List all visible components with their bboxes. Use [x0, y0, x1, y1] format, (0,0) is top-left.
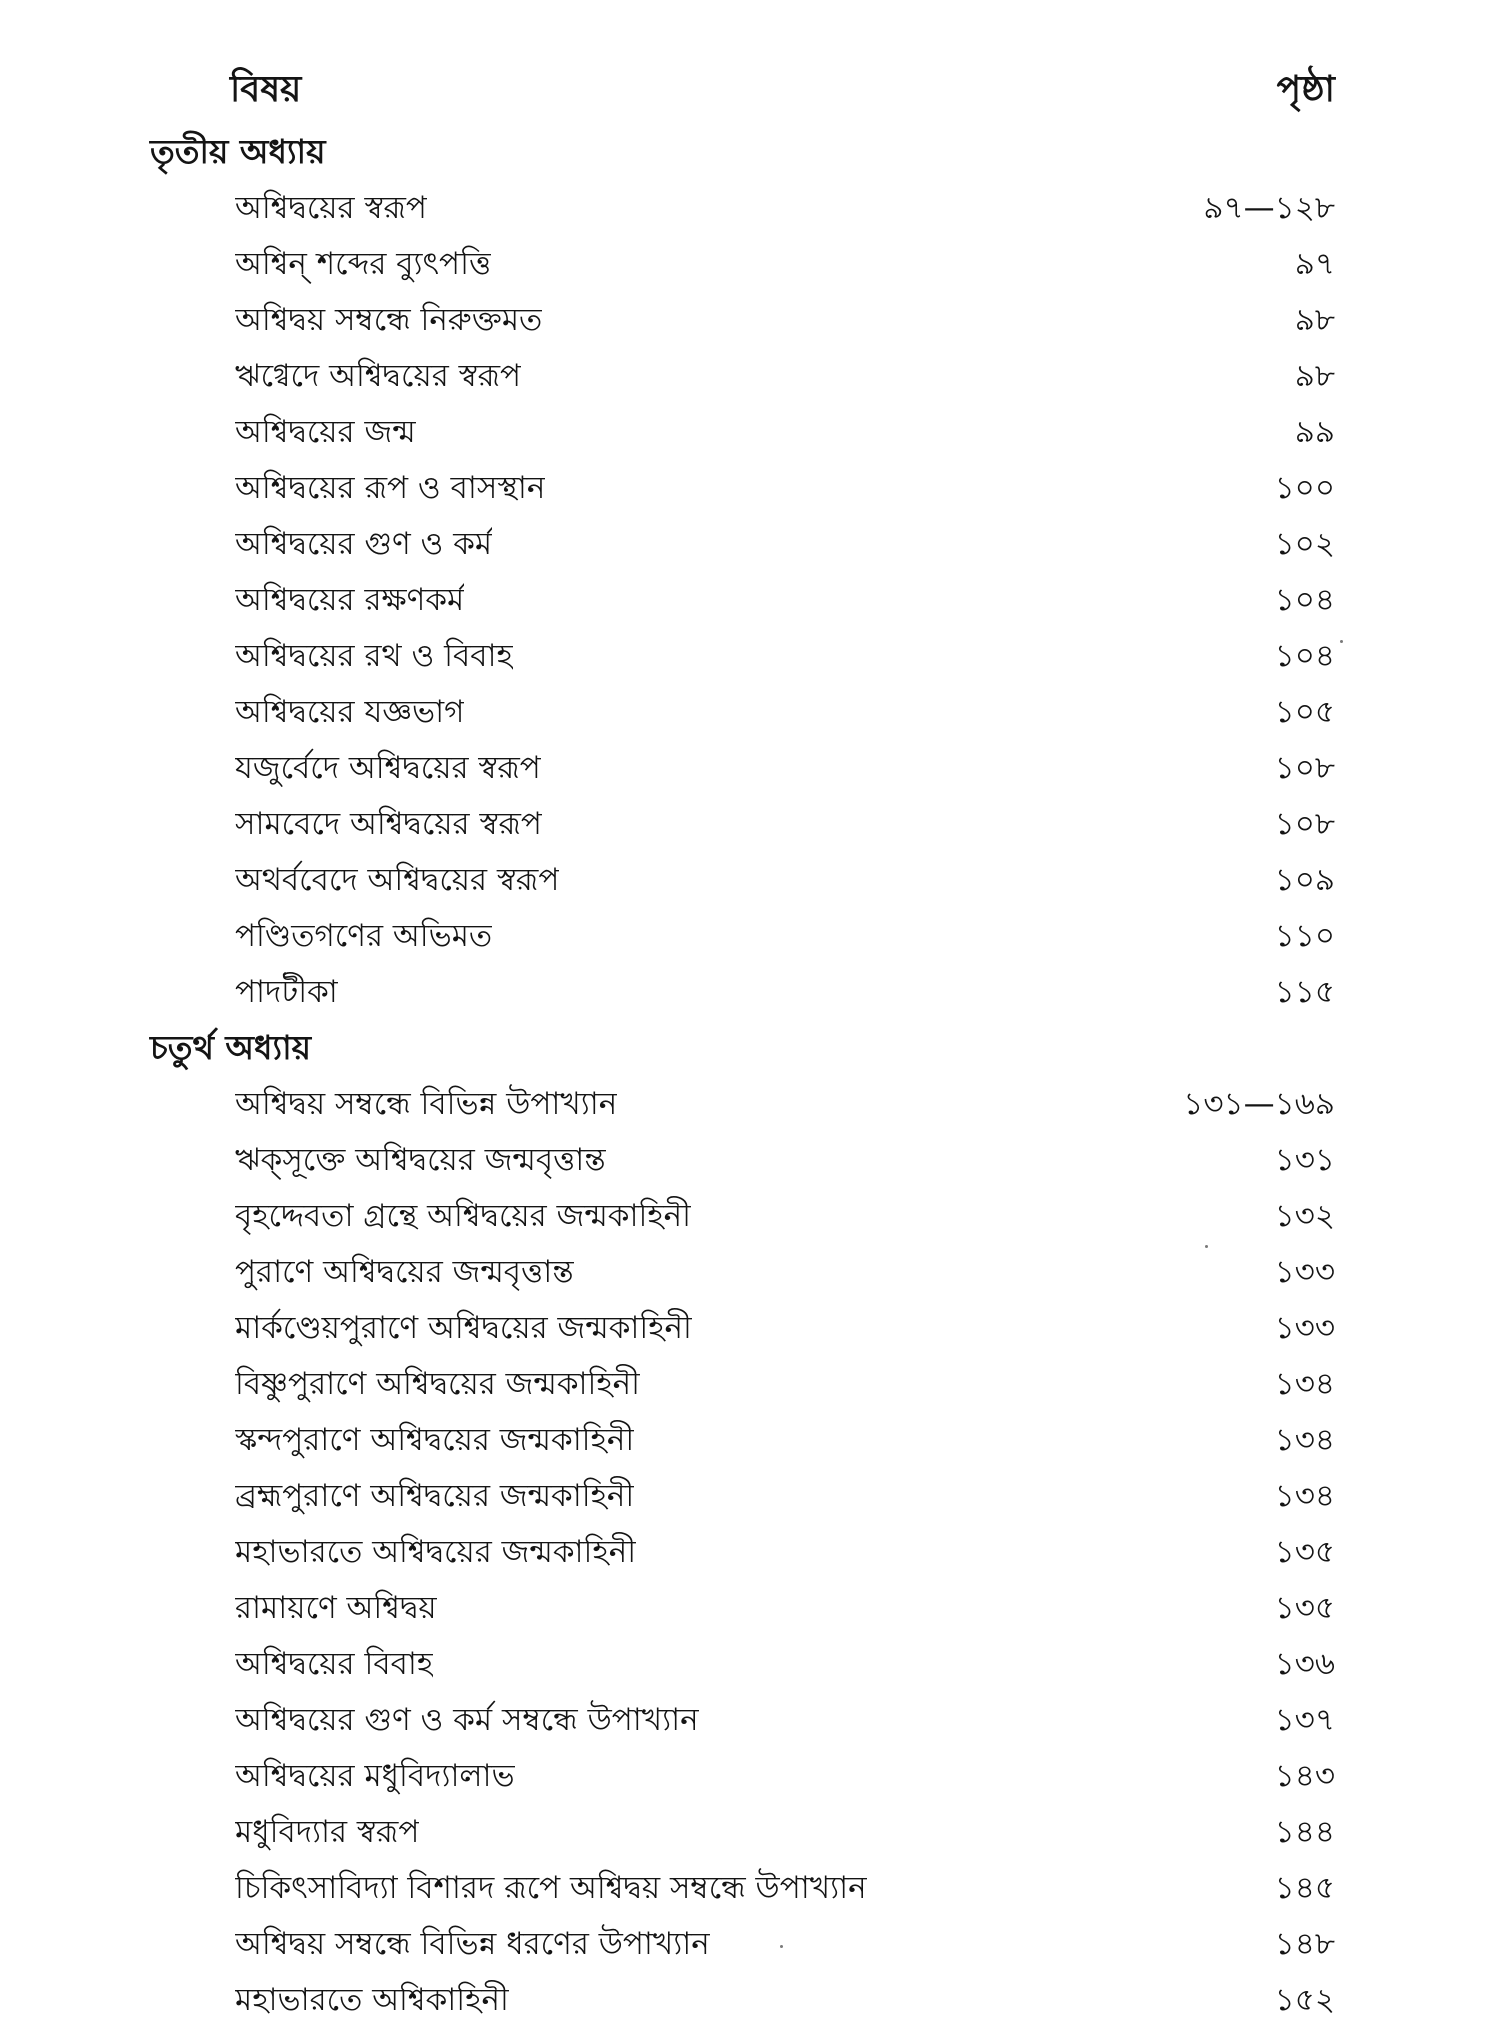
toc-entry — [150, 740, 1335, 796]
toc-entry — [150, 1692, 1335, 1748]
print-speck — [1205, 1245, 1208, 1248]
entry-title: অশ্বিদ্বয়ের মধুবিদ্যালাভ — [235, 1758, 515, 1794]
entry-page-number: ১১০ — [1274, 918, 1335, 954]
toc-entry — [150, 852, 1335, 908]
entry-title: অশ্বিদ্বয়ের জন্ম — [235, 414, 416, 450]
entry-page-number: ১৩৪ — [1274, 1478, 1335, 1514]
toc-entry — [150, 516, 1335, 572]
page-column-heading: পৃষ্ঠা — [1276, 69, 1335, 110]
toc-entry — [150, 180, 1335, 236]
entry-page-number: ৯৮ — [1294, 358, 1335, 394]
toc-entry — [150, 236, 1335, 292]
entry-page-number: ১৩১ — [1274, 1142, 1335, 1178]
toc-entry — [150, 964, 1335, 1020]
print-speck — [780, 1945, 783, 1948]
entry-page-number: ১০৮ — [1274, 806, 1335, 842]
entry-title: ঋগ্বেদে অশ্বিদ্বয়ের স্বরূপ — [235, 358, 522, 394]
toc-entry — [150, 1132, 1335, 1188]
entry-title: পণ্ডিতগণের অভিমত — [235, 918, 493, 954]
entry-page-number: ৯৭—১২৮ — [1203, 190, 1335, 226]
toc-entry — [150, 1580, 1335, 1636]
toc-entry — [150, 1412, 1335, 1468]
toc-entry — [150, 1076, 1335, 1132]
toc-entry — [150, 1636, 1335, 1692]
entry-title: রামায়ণে অশ্বিদ্বয় — [235, 1590, 437, 1626]
entry-title: অশ্বিদ্বয়ের রথ ও বিবাহ — [235, 638, 513, 674]
entry-title: অশ্বিদ্বয়ের রক্ষণকর্ম — [235, 582, 465, 618]
entry-title: বিষ্ণুপুরাণে অশ্বিদ্বয়ের জন্মকাহিনী — [235, 1366, 641, 1402]
entry-page-number: ১৪৫ — [1274, 1870, 1335, 1906]
toc-entry — [150, 1244, 1335, 1300]
entry-title: অশ্বিদ্বয় সম্বন্ধে নিরুক্তমত — [235, 302, 543, 338]
entry-page-number: ১৩৩ — [1274, 1254, 1335, 1290]
entry-page-number: ১৩৫ — [1274, 1590, 1335, 1626]
entry-title: মধুবিদ্যার স্বরূপ — [235, 1814, 420, 1850]
toc-entry — [150, 1524, 1335, 1580]
entry-title: মার্কণ্ডেয়পুরাণে অশ্বিদ্বয়ের জন্মকাহিনী — [235, 1310, 692, 1346]
toc-entry — [150, 1916, 1335, 1972]
toc-entry — [150, 348, 1335, 404]
toc-entry — [150, 572, 1335, 628]
toc-header — [230, 62, 1335, 122]
entry-title: অশ্বিদ্বয় সম্বন্ধে বিভিন্ন উপাখ্যান — [235, 1086, 618, 1122]
entry-page-number: ১৪৪ — [1274, 1814, 1335, 1850]
entry-title: চিকিৎসাবিদ্যা বিশারদ রূপে অশ্বিদ্বয় সম্বন্ধে উপাখ্যান — [235, 1870, 867, 1906]
toc-entry — [150, 684, 1335, 740]
toc-entry — [150, 1748, 1335, 1804]
entry-title: অশ্বিদ্বয়ের স্বরূপ — [235, 190, 427, 226]
subject-column-heading: বিষয় — [230, 69, 302, 110]
entry-page-number: ১০৪ — [1274, 638, 1335, 674]
entry-page-number: ১৩৬ — [1274, 1646, 1335, 1682]
entry-title: সামবেদে অশ্বিদ্বয়ের স্বরূপ — [235, 806, 542, 842]
table-of-contents — [150, 124, 1335, 2028]
entry-page-number: ১৪৩ — [1274, 1758, 1335, 1794]
entry-title: অথর্ববেদে অশ্বিদ্বয়ের স্বরূপ — [235, 862, 560, 898]
entry-title: অশ্বিন্ শব্দের ব্যুৎপত্তি — [235, 246, 492, 282]
entry-title: অশ্বিদ্বয়ের বিবাহ — [235, 1646, 434, 1682]
entry-page-number: ৯৭ — [1294, 246, 1335, 282]
entry-page-number: ১৩৩ — [1274, 1310, 1335, 1346]
toc-entry — [150, 628, 1335, 684]
chapter-heading: চতুর্থ অধ্যায় — [150, 1028, 312, 1067]
entry-title: অশ্বিদ্বয় সম্বন্ধে বিভিন্ন ধরণের উপাখ্যান — [235, 1926, 710, 1962]
toc-entry — [150, 796, 1335, 852]
entry-title: মহাভারতে অশ্বিকাহিনী — [235, 1982, 509, 2018]
entry-page-number: ১৫২ — [1274, 1982, 1335, 2018]
toc-entry — [150, 1300, 1335, 1356]
entry-page-number: ১০৯ — [1274, 862, 1335, 898]
toc-entry — [150, 1804, 1335, 1860]
entry-page-number: ১৩৭ — [1274, 1702, 1335, 1738]
entry-title: ব্রহ্মপুরাণে অশ্বিদ্বয়ের জন্মকাহিনী — [235, 1478, 635, 1514]
print-speck — [1340, 640, 1343, 643]
entry-page-number: ১০৮ — [1274, 750, 1335, 786]
entry-title: অশ্বিদ্বয়ের গুণ ও কর্ম সম্বন্ধে উপাখ্যান — [235, 1702, 699, 1738]
entry-title: অশ্বিদ্বয়ের গুণ ও কর্ম — [235, 526, 493, 562]
entry-title: যজুর্বেদে অশ্বিদ্বয়ের স্বরূপ — [235, 750, 541, 786]
toc-entry — [150, 404, 1335, 460]
entry-title: মহাভারতে অশ্বিদ্বয়ের জন্মকাহিনী — [235, 1534, 637, 1570]
toc-entry — [150, 908, 1335, 964]
entry-title: অশ্বিদ্বয়ের রূপ ও বাসস্থান — [235, 470, 546, 506]
toc-entry — [150, 292, 1335, 348]
entry-page-number: ৯৮ — [1294, 302, 1335, 338]
toc-entry — [150, 460, 1335, 516]
entry-page-number: ৯৯ — [1294, 414, 1335, 450]
toc-entry — [150, 1972, 1335, 2028]
entry-page-number: ১৪৮ — [1274, 1926, 1335, 1962]
entry-title: পুরাণে অশ্বিদ্বয়ের জন্মবৃত্তান্ত — [235, 1254, 574, 1290]
entry-title: ঋক্‌সূক্তে অশ্বিদ্বয়ের জন্মবৃত্তান্ত — [235, 1142, 606, 1178]
entry-title: স্কন্দপুরাণে অশ্বিদ্বয়ের জন্মকাহিনী — [235, 1422, 635, 1458]
entry-page-number: ১৩৫ — [1274, 1534, 1335, 1570]
entry-title: বৃহদ্দেবতা গ্রন্থে অশ্বিদ্বয়ের জন্মকাহিনী — [235, 1198, 691, 1234]
toc-entry — [150, 1188, 1335, 1244]
entry-page-number: ১০৪ — [1274, 582, 1335, 618]
entry-page-number: ১৩৪ — [1274, 1422, 1335, 1458]
entry-page-number: ১৩১—১৬৯ — [1183, 1086, 1335, 1122]
toc-entry — [150, 1468, 1335, 1524]
entry-page-number: ১০২ — [1274, 526, 1335, 562]
chapter-heading: তৃতীয় অধ্যায় — [150, 132, 326, 171]
entry-title: পাদটীকা — [235, 974, 338, 1010]
toc-entry — [150, 1356, 1335, 1412]
entry-page-number: ১৩২ — [1274, 1198, 1335, 1234]
entry-page-number: ১০৫ — [1274, 694, 1335, 730]
entry-page-number: ১৩৪ — [1274, 1366, 1335, 1402]
entry-title: অশ্বিদ্বয়ের যজ্ঞভাগ — [235, 694, 465, 730]
entry-page-number: ১১৫ — [1274, 974, 1335, 1010]
entry-page-number: ১০০ — [1274, 470, 1335, 506]
toc-entry — [150, 1860, 1335, 1916]
